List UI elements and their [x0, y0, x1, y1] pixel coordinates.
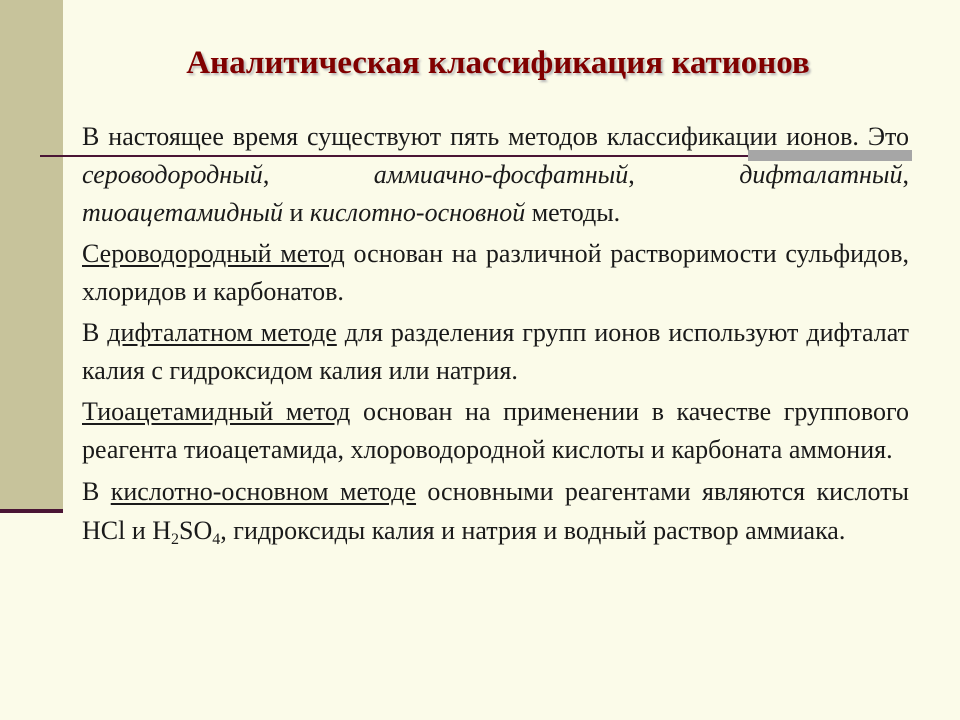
method-name: тиоацетамидный — [82, 198, 283, 227]
slide-body — [82, 118, 909, 553]
method-name: сероводородный — [82, 160, 263, 189]
method-heading: дифталатном методе — [107, 318, 337, 347]
paragraph-diphthalate-method: В дифталатном методе для разделения групп ионов используют дифталат калия с гидроксидом калия или натрия. — [82, 318, 909, 385]
method-name: аммиачно-фосфатный — [373, 160, 629, 189]
left-accent-line — [0, 509, 63, 513]
paragraph-thioacetamide-method: Тиоацетамидный метод основан на применении в качестве группового реагента тиоацетамида, хлороводородной кислоты и карбоната аммония. — [82, 397, 909, 464]
method-heading: Сероводородный метод — [82, 239, 345, 268]
slide-title: Аналитическая классификация катионов — [186, 45, 810, 81]
paragraph-intro: В настоящее время существуют пять методов классификации ионов. Это сероводородный, аммиачно-фосфатный, дифталатный, тиоацетамидный и кислотно-основной методы. — [82, 122, 909, 227]
method-name: дифталатный — [739, 160, 903, 189]
method-heading: кислотно-основном методе — [110, 477, 417, 506]
paragraph-hydrogen-sulfide-method: Сероводородный метод основан на различной растворимости сульфидов, хлоридов и карбонатов. — [82, 239, 909, 306]
method-heading: Тиоацетамидный метод — [82, 397, 351, 426]
paragraph-acid-base-method: В кислотно-основном методе основными реагентами являются кислоты HCl и $H_2SO_4$, гидроксиды калия и натрия и водный раствор аммиака. — [82, 477, 910, 548]
subscript: 2 — [171, 531, 180, 548]
left-accent-band — [0, 0, 63, 512]
method-name: кислотно-основной — [309, 198, 526, 227]
subscript: 4 — [212, 531, 221, 548]
